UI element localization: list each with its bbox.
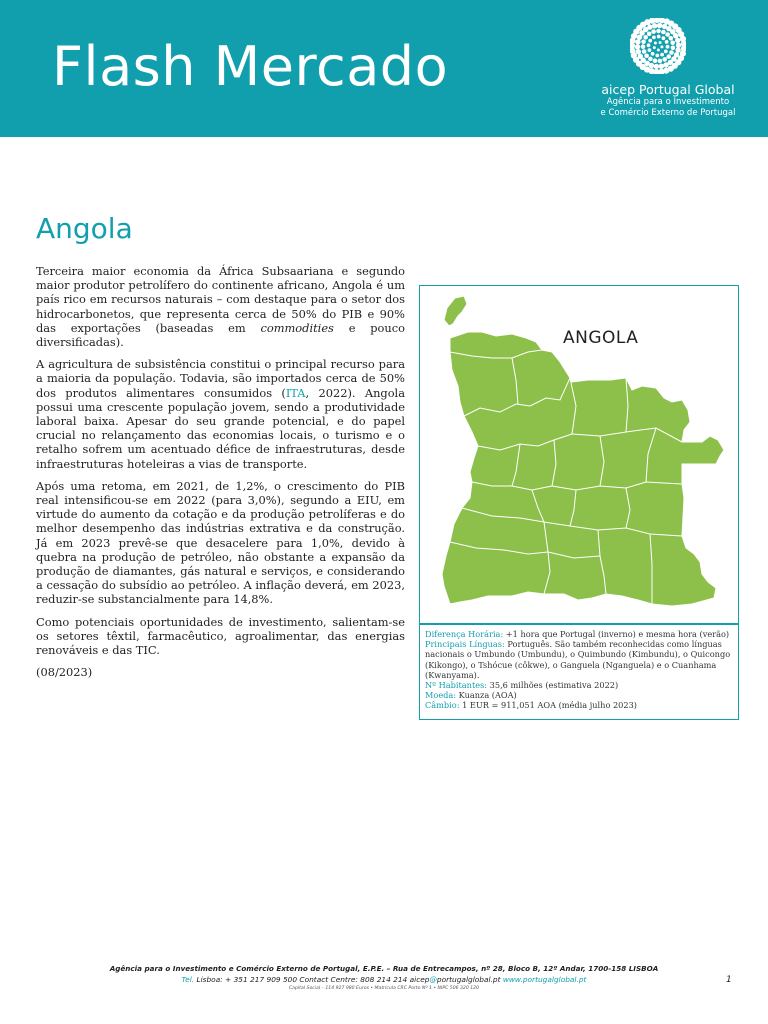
angola-mainland (442, 332, 724, 606)
logo-dot (647, 43, 651, 47)
fact-exchange-rate: Câmbio: 1 EUR = 911,051 AOA (média julho 2023) (425, 700, 638, 711)
cabinda-exclave (444, 296, 467, 326)
publication-date: (08/2023) (36, 665, 93, 680)
logo-dot (659, 41, 662, 44)
publication-title: Flash Mercado (52, 35, 449, 98)
logo-dot (651, 52, 655, 56)
logo-dot (635, 44, 640, 49)
logo-dot (663, 62, 668, 67)
paragraph-agriculture: A agricultura de subsistência constitui o principal recurso para a maioria da população. Todavia, são importados cerca de 50% dos produtos alimentares consumidos (ITA, 2022). Angola possui uma crescente população jovem, sendo a produtividade laboral baixa. Apesar do seu grande potencial, e do papel crucial no relançamento das economias locais, o turismo e o retalho sofrem um acentuado défice de infraestruturas, desde infraestruturas hoteleiras a vias de transporte. (36, 357, 405, 471)
logo-dot (662, 36, 666, 40)
logo-name: aicep Portugal Global (601, 82, 735, 97)
logo-dot (658, 59, 663, 64)
logo-dot (675, 38, 680, 43)
logo-dot (655, 54, 659, 58)
aicep-logo-text (593, 82, 743, 119)
logo-dot (657, 49, 660, 52)
header-banner (0, 0, 768, 137)
page-title: Angola (36, 212, 133, 245)
logo-dot (648, 57, 653, 62)
logo-dot (653, 46, 656, 49)
page-footer (0, 963, 768, 993)
fact-currency: Moeda: Kuanza (AOA) (425, 690, 517, 701)
ita-link[interactable]: ITA (285, 385, 306, 400)
logo-tagline-1: Agência para o Investimento (606, 97, 730, 107)
logo-dot (642, 49, 647, 54)
logo-dot (669, 36, 674, 41)
logo-dot (660, 53, 664, 57)
logo-dot (665, 40, 669, 44)
logo-dot (675, 47, 680, 52)
logo-dot (659, 64, 664, 69)
logo-dot (661, 30, 666, 35)
page-number: 1 (726, 975, 732, 985)
logo-dot (636, 49, 641, 54)
logo-dot (641, 44, 646, 49)
website-link[interactable]: www.portugalglobal.pt (502, 975, 587, 984)
paragraph-intro: Terceira maior economia da África Subsaariana e segundo maior produtor petrolífero do continente africano, Angola é um país rico em recursos naturais – com destaque para o setor dos hidrocarbonetos, que representa cerca de 50% do PIB e 90% das exportações (baseadas em commodities e pouco diversificadas). (36, 264, 405, 350)
logo-dot (651, 29, 656, 34)
logo-dot (660, 45, 663, 48)
logo-dot (671, 46, 676, 51)
logo-dot (641, 40, 646, 45)
country-facts (419, 624, 739, 720)
angola-map-panel (419, 285, 739, 624)
logo-dot (654, 64, 659, 69)
logo-dot (643, 35, 648, 40)
logo-dot (673, 33, 678, 38)
paragraph-growth: Após uma retoma, em 2021, de 1,2%, o crescimento do PIB real intensificou-se em 2022 (para 3,0%), segundo a EIU, em virtude do aumento da cotação e da produção petrolíferas e do melhor desempenho das indústrias extrativa e da construção. Já em 2023 prevê-se que desacelere para 1,0%, devido à quebra na produção de petróleo, não obstante a expansão da produção de diamantes, gás natural e serviços, e considerando a cessação do subsídio ao petróleo. A inflação deverá, em 2023, reduzir-se substancialmente para 14,8%. (36, 478, 405, 607)
logo-dot (670, 41, 675, 46)
logo-dot (676, 43, 681, 48)
logo-dot (653, 58, 658, 63)
map-country-label: ANGOLA (563, 328, 639, 348)
footer-address: Agência para o Investimento e Comércio Externo de Portugal, E.P.E. – Rua de Entrecampos, nº 28, Bloco B, 12º Andar, 1700-158 LISBOA (109, 964, 659, 973)
logo-tagline-2: e Comércio Externo de Portugal (600, 108, 736, 118)
logo-dot (652, 23, 657, 28)
fact-time-difference: Diferença Horária: +1 hora que Portugal (inverno) e mesma hora (verão) (425, 629, 730, 639)
logo-dot (666, 54, 671, 59)
logo-dot (664, 50, 668, 54)
logo-dot (644, 54, 649, 59)
aicep-logo-icon (630, 18, 686, 74)
logo-dot (657, 23, 662, 28)
logo-dot (652, 36, 656, 40)
logo-dot (665, 32, 670, 37)
logo-dot (648, 39, 652, 43)
logo-dot (654, 42, 657, 45)
article-body (36, 264, 405, 687)
fact-population: Nº Habitantes: 35,6 milhões (estimativa 2022) (425, 680, 619, 691)
logo-dot (647, 32, 652, 37)
logo-dot (635, 39, 640, 44)
fact-languages: Principais Línguas: Português. São também reconhecidas como línguas nacionais o Umbundo (Umbundu), o Quimbundo (Kimbundu), o Quicongo (Kikongo), o Tshócue (côkwe), o Ganguela (Nganguela) e o Cuanhama (Kwanyama). (425, 639, 731, 680)
logo-dot (662, 57, 667, 62)
logo-dot (648, 48, 652, 52)
footer-legal: Capital Social – 114 927 980 Euros • Matrícula CRC Porto Nº 1 • NIPC 506 320 120 (288, 986, 480, 991)
logo-dot (666, 45, 670, 49)
tel-label: Tel. (181, 975, 195, 984)
footer-contacts: Tel. Lisboa: + 351 217 909 500 Contact Centre: 808 214 214 aicep@portugalglobal.pt www.portugalglobal.pt (181, 975, 587, 984)
paragraph-opportunities: Como potenciais oportunidades de investimento, salientam-se os setores têxtil, farmacêutico, agroalimentar, das energias renováveis e das TIC. (36, 614, 405, 658)
logo-dot (675, 59, 681, 65)
logo-dot (656, 29, 661, 34)
logo-dot (657, 35, 661, 39)
logo-dot (669, 50, 674, 55)
